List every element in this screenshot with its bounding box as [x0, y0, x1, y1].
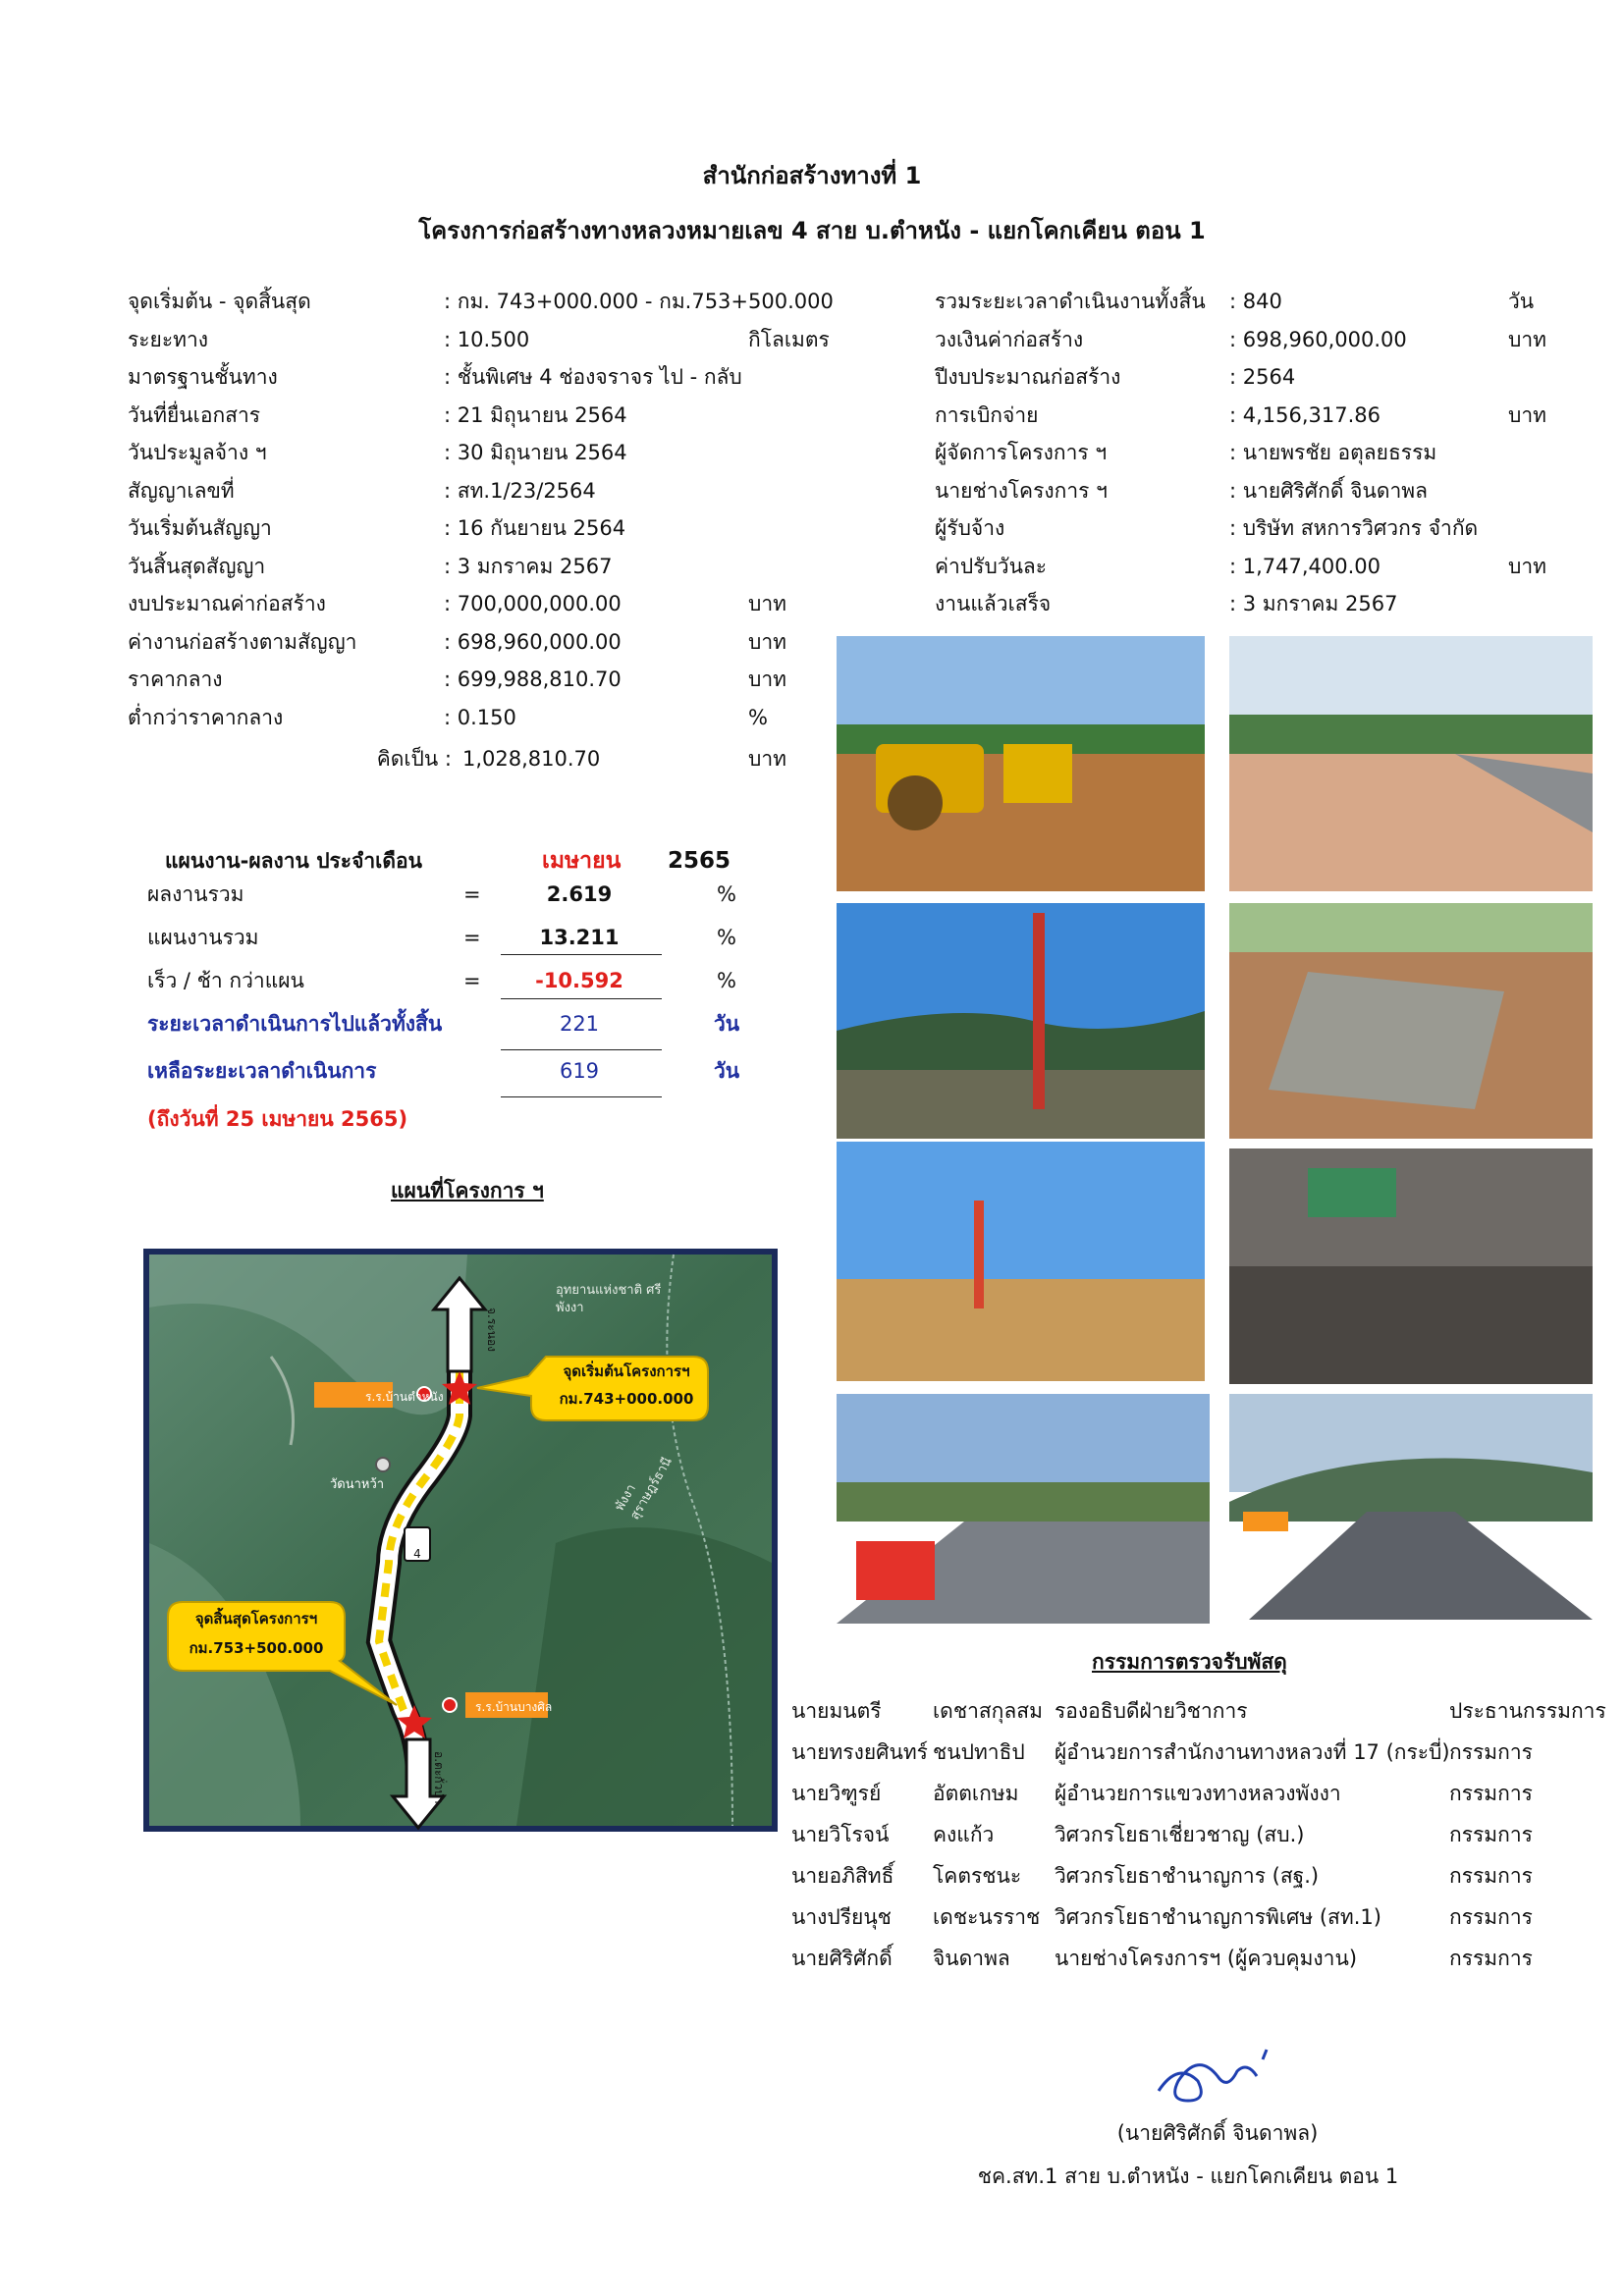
left-info-unit: บาท	[748, 592, 786, 615]
progress-row-label: เร็ว / ช้า กว่าแผน	[147, 969, 304, 992]
right-info-value: : 3 มกราคม 2567	[1229, 592, 1398, 615]
committee-first-name: นายมนตรี	[791, 1699, 882, 1723]
left-info-extra-value: 1,028,810.70	[462, 747, 601, 771]
committee-position: นายช่างโครงการฯ (ผู้ควบคุมงาน)	[1055, 1947, 1358, 1970]
progress-row-label: แผนงานรวม	[147, 926, 259, 949]
progress-year: 2565	[668, 848, 731, 874]
progress-row-value: 2.619	[546, 882, 613, 906]
committee-first-name: นายอภิสิทธิ์	[791, 1864, 894, 1888]
left-info-unit: บาท	[748, 667, 786, 691]
right-info-label: การเบิกจ่าย	[935, 402, 1039, 427]
right-info-label: วงเงินค่าก่อสร้าง	[935, 327, 1084, 351]
end-callout-label: จุดสิ้นสุดโครงการฯ	[194, 1610, 318, 1628]
value-underline	[501, 954, 662, 955]
committee-role: ประธานกรรมการ	[1449, 1699, 1606, 1723]
left-info-label: วันประมูลจ้าง ฯ	[128, 441, 267, 464]
committee-position: วิศวกรโยธาชำนาญการ (สฐ.)	[1055, 1864, 1320, 1888]
province-label: พังงา สุราษฎร์ธานี	[612, 1455, 676, 1522]
right-info-unit: บาท	[1508, 402, 1546, 427]
right-info-label: ผู้จัดการโครงการ ฯ	[935, 441, 1108, 464]
progress-month: เมษายน	[542, 848, 622, 874]
progress-row-value: 13.211	[539, 926, 620, 949]
committee-title: กรรมการตรวจรับพัสดุ	[1092, 1650, 1287, 1674]
right-info-value: : 1,747,400.00	[1229, 554, 1381, 578]
committee-first-name: นายวิฑูรย์	[791, 1782, 882, 1805]
park-label: อุทยานแห่งชาติ ศรีพังงา	[556, 1283, 662, 1315]
left-info-label: วันเริ่มต้นสัญญา	[128, 516, 272, 540]
start-callout-label: จุดเริ่มต้นโครงการฯ	[563, 1362, 690, 1380]
right-info-value: : 4,156,317.86	[1229, 402, 1381, 427]
committee-role: กรรมการ	[1449, 1823, 1533, 1846]
remaining-unit: วัน	[714, 1059, 740, 1083]
right-info-unit: บาท	[1508, 327, 1546, 351]
committee-position: ผู้อำนวยการสำนักงานทางหลวงที่ 17 (กระบี่)	[1055, 1740, 1450, 1764]
left-info-unit: กิโลเมตร	[748, 327, 830, 351]
progress-row-unit: %	[717, 882, 736, 906]
progress-row-eq: =	[463, 969, 481, 992]
committee-last-name: เดชาสกุลสม	[933, 1699, 1043, 1723]
elapsed-unit: วัน	[714, 1012, 740, 1036]
left-info-value: : กม. 743+000.000 - กม.753+500.000	[444, 290, 834, 313]
construction-photo	[837, 903, 1205, 1139]
project-title: โครงการก่อสร้างทางหลวงหมายเลข 4 สาย บ.ตำหนัง - แยกโคกเคียน ตอน 1	[418, 217, 1206, 244]
construction-photo	[837, 1142, 1205, 1381]
left-info-value: : 3 มกราคม 2567	[444, 554, 613, 578]
construction-photo	[1229, 636, 1593, 891]
right-info-value: : นายพรชัย อตุลยธรรม	[1229, 441, 1437, 464]
left-info-extra-unit: บาท	[748, 747, 786, 771]
right-info-label: ปีงบประมาณก่อสร้าง	[935, 365, 1121, 389]
right-info-label: ผู้รับจ้าง	[935, 516, 1005, 540]
left-info-label: ระยะทาง	[128, 327, 209, 351]
committee-first-name: นายทรงยศินทร์	[791, 1740, 928, 1764]
construction-photo	[837, 636, 1205, 891]
value-underline	[501, 1049, 662, 1050]
progress-row-value: -10.592	[535, 969, 623, 992]
committee-first-name: นางปรียนุช	[791, 1905, 892, 1929]
right-info-unit: วัน	[1508, 290, 1535, 313]
remaining-value: 619	[559, 1059, 600, 1083]
committee-position: รองอธิบดีฝ่ายวิชาการ	[1055, 1699, 1248, 1723]
left-info-value: : 30 มิถุนายน 2564	[444, 441, 627, 464]
committee-last-name: เดชะนรราช	[933, 1905, 1041, 1929]
left-info-value: : สท.1/23/2564	[444, 478, 596, 503]
left-info-label: วันที่ยื่นเอกสาร	[128, 402, 261, 427]
progress-row-eq: =	[463, 882, 481, 906]
signature-image	[1149, 2042, 1286, 2110]
committee-role: กรรมการ	[1449, 1740, 1533, 1764]
progress-heading: แผนงาน-ผลงาน ประจำเดือน	[165, 849, 422, 873]
right-info-value: : 698,960,000.00	[1229, 327, 1407, 351]
left-info-value: : 0.150	[444, 705, 516, 729]
committee-last-name: อัตตเกษม	[933, 1782, 1019, 1805]
progress-row-unit: %	[717, 969, 736, 992]
construction-photo	[1229, 1148, 1593, 1384]
construction-photo	[1229, 1394, 1593, 1620]
right-info-label: รวมระยะเวลาดำเนินงานทั้งสิ้น	[935, 290, 1206, 313]
temple-label: วัดนาหว้า	[330, 1477, 385, 1492]
left-info-label: ค่างานก่อสร้างตามสัญญา	[128, 629, 357, 654]
left-info-value: : 700,000,000.00	[444, 592, 622, 615]
project-map	[143, 1249, 778, 1832]
progress-row-eq: =	[463, 926, 481, 949]
signature-position: ชค.สท.1 สาย บ.ตำหนัง - แยกโคกเคียน ตอน 1	[977, 2164, 1399, 2188]
right-info-value: : 2564	[1229, 365, 1296, 389]
right-info-value: : 840	[1229, 290, 1282, 313]
right-info-label: นายช่างโครงการ ฯ	[935, 478, 1108, 503]
committee-first-name: นายศิริศักดิ์	[791, 1947, 893, 1970]
committee-last-name: คงแก้ว	[933, 1823, 995, 1846]
office-title: สำนักก่อสร้างทางที่ 1	[702, 162, 922, 189]
committee-position: วิศวกรโยธาเชี่ยวชาญ (สบ.)	[1055, 1823, 1305, 1846]
left-info-unit: บาท	[748, 629, 786, 654]
committee-role: กรรมการ	[1449, 1947, 1533, 1970]
end-callout-km: กม.753+500.000	[189, 1639, 324, 1657]
elapsed-label: ระยะเวลาดำเนินการไปแล้วทั้งสิ้น	[147, 1012, 443, 1036]
left-info-value: : 16 กันยายน 2564	[444, 516, 626, 540]
value-underline	[501, 998, 662, 999]
left-info-value: : 699,988,810.70	[444, 667, 622, 691]
remaining-label: เหลือระยะเวลาดำเนินการ	[147, 1059, 377, 1083]
left-info-label: มาตรฐานชั้นทาง	[128, 365, 278, 389]
right-info-value: : บริษัท สหการวิศวกร จำกัด	[1229, 516, 1479, 540]
map-title: แผนที่โครงการ ฯ	[391, 1179, 544, 1202]
progress-row-unit: %	[717, 926, 736, 949]
right-info-value: : นายศิริศักดิ์ จินดาพล	[1229, 478, 1428, 503]
left-info-value: : ชั้นพิเศษ 4 ช่องจราจร ไป - กลับ	[444, 365, 742, 389]
left-info-extra-label: คิดเป็น :	[376, 747, 452, 771]
committee-role: กรรมการ	[1449, 1905, 1533, 1929]
left-info-value: : 10.500	[444, 327, 530, 351]
route-number: 4	[413, 1547, 421, 1561]
left-info-label: จุดเริ่มต้น - จุดสิ้นสุด	[128, 290, 311, 313]
left-info-value: : 698,960,000.00	[444, 629, 622, 654]
map-school-label: ร.ร.บ้านบางศิล	[475, 1700, 553, 1714]
progress-row-label: ผลงานรวม	[147, 882, 244, 906]
left-info-label: งบประมาณค่าก่อสร้าง	[128, 592, 326, 615]
south-road-label: อ.ตะกั่วป่า	[432, 1751, 446, 1804]
committee-role: กรรมการ	[1449, 1864, 1533, 1888]
committee-last-name: โคตรชนะ	[933, 1864, 1022, 1888]
left-info-label: ต่ำกว่าราคากลาง	[128, 705, 284, 729]
north-road-label: จ.ระนอง	[485, 1308, 499, 1353]
left-info-label: ราคากลาง	[128, 667, 223, 691]
elapsed-value: 221	[559, 1012, 600, 1036]
committee-role: กรรมการ	[1449, 1782, 1533, 1805]
construction-photo	[837, 1394, 1210, 1624]
left-info-label: สัญญาเลขที่	[128, 478, 235, 503]
left-info-value: : 21 มิถุนายน 2564	[444, 402, 627, 427]
value-underline	[501, 1096, 662, 1097]
right-info-label: ค่าปรับวันละ	[935, 554, 1048, 578]
right-info-unit: บาท	[1508, 554, 1546, 578]
committee-last-name: ชนปทาธิป	[933, 1740, 1025, 1764]
signature-name: (นายศิริศักดิ์ จินดาพล)	[1116, 2121, 1319, 2145]
as-of-date: (ถึงวันที่ 25 เมษายน 2565)	[147, 1107, 408, 1131]
map-school-label: ร.ร.บ้านตำหนัง	[365, 1390, 444, 1404]
construction-photo	[1229, 903, 1593, 1139]
committee-position: ผู้อำนวยการแขวงทางหลวงพังงา	[1055, 1782, 1341, 1805]
committee-position: วิศวกรโยธาชำนาญการพิเศษ (สท.1)	[1055, 1905, 1381, 1929]
left-info-unit: %	[748, 705, 768, 729]
start-callout-km: กม.743+000.000	[559, 1390, 694, 1408]
right-info-label: งานแล้วเสร็จ	[935, 592, 1052, 615]
committee-first-name: นายวิโรจน์	[791, 1823, 890, 1846]
committee-last-name: จินดาพล	[933, 1947, 1010, 1970]
left-info-label: วันสิ้นสุดสัญญา	[128, 554, 266, 578]
